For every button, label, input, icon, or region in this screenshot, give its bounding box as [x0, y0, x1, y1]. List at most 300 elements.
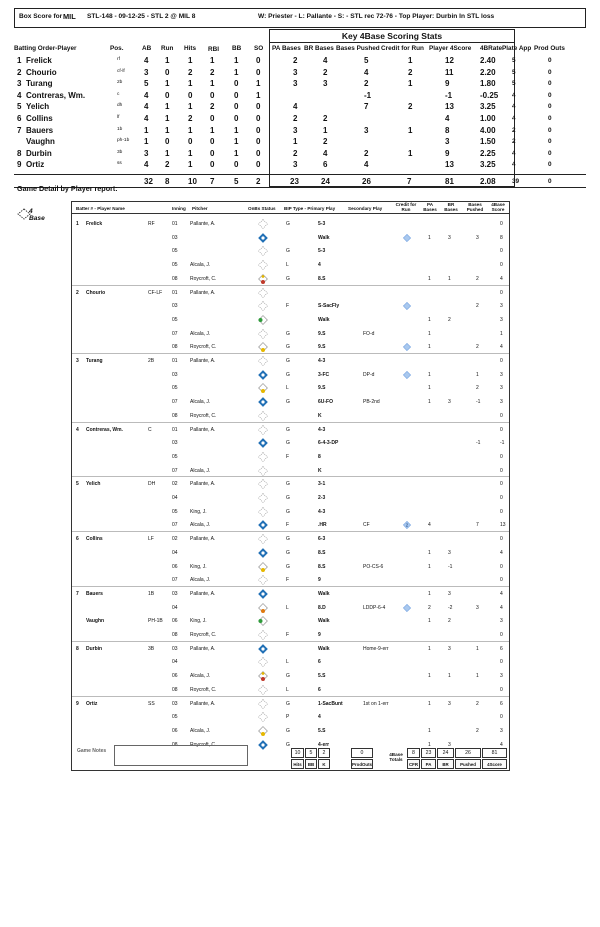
box-hits: 1: [188, 160, 193, 170]
onbase-diamond-icon: [258, 260, 268, 270]
pa-bases: 4: [428, 522, 431, 529]
box-prod-outs: 0: [548, 103, 552, 111]
four-base-score: 6: [500, 700, 503, 707]
pa-bases: 1: [428, 727, 431, 734]
box-plate-app: 4: [512, 91, 516, 99]
onbase-diamond-icon: [258, 383, 268, 393]
runner-dot: [261, 732, 265, 736]
primary-play: Walk: [318, 618, 330, 625]
dh-pa: PA Bases: [423, 202, 437, 212]
box-4brate: 1.50: [480, 137, 496, 147]
four-base-score: 0: [500, 714, 503, 721]
box-rbi: 2: [210, 67, 215, 77]
box-run: 1: [165, 125, 170, 135]
box-bases-pushed: -1: [364, 90, 372, 100]
four-base-score: 0: [500, 453, 503, 460]
dh-credit: Credit for Run: [395, 202, 417, 212]
inning: 03: [172, 371, 178, 378]
batter-number: 3: [76, 358, 79, 364]
batter-pos: 2B: [148, 358, 155, 364]
box-score-table: [14, 29, 586, 187]
plate-appearance-row: [72, 368, 509, 382]
total-so: 2: [256, 177, 261, 186]
inning: 08: [172, 275, 178, 282]
pitcher: Pallante, A.: [190, 645, 216, 652]
inning: 08: [172, 412, 178, 419]
footer-score-label: 4Score: [482, 759, 507, 769]
box-hits: 0: [188, 137, 193, 147]
col-plate-app: Plate App: [502, 45, 532, 52]
pitcher: Roycroft, C.: [190, 412, 217, 419]
pa-bases: 1: [428, 549, 431, 556]
pitcher: Pallante, A.: [190, 590, 216, 597]
batter-number: 4: [76, 426, 79, 433]
box-bb: 1: [234, 137, 239, 147]
box-rbi: 0: [210, 90, 215, 100]
box-4score: 3: [445, 137, 450, 147]
game-notes-label: Game Notes: [77, 748, 107, 754]
bip-type: F: [286, 303, 290, 310]
diamond-shape: [259, 329, 268, 338]
box-br-bases: 2: [323, 114, 328, 123]
four-base-score: 3: [500, 385, 503, 392]
pitcher: King, J.: [190, 563, 207, 570]
dh-pushed: Bases Pushed: [466, 202, 484, 212]
inning: 04: [172, 659, 178, 666]
box-run: 1: [165, 56, 170, 65]
header-title: Box Score for: [19, 13, 63, 20]
box-pa-bases: 1: [293, 137, 298, 147]
pa-bases: 1: [428, 399, 431, 406]
four-base-score: 0: [500, 495, 503, 501]
batter-pos: PH-1B: [148, 618, 163, 625]
inning: 07: [172, 467, 178, 474]
box-4brate: 2.40: [480, 56, 496, 65]
onbase-diamond-icon: [258, 685, 268, 695]
runner-dot: [261, 647, 264, 650]
col-batting-order: Batting Order-Player: [14, 45, 77, 52]
box-4score: 12: [445, 56, 454, 65]
four-base-score: 4: [500, 344, 503, 351]
box-score-row: [14, 101, 586, 112]
onbase-diamond-icon: [258, 438, 268, 448]
plate-appearance-row: [72, 505, 509, 519]
pitcher: Roycroft, C.: [190, 632, 217, 638]
secondary-play: PB-2nd: [363, 399, 380, 406]
bip-type: G: [286, 399, 290, 406]
four-base-score: 0: [500, 632, 503, 638]
four-base-score: 3: [500, 316, 503, 323]
batter-number: 2: [76, 289, 79, 296]
bip-type: G: [286, 741, 290, 748]
pitcher: Roycroft, C.: [190, 344, 217, 351]
pitcher: Pallante, A.: [190, 700, 216, 707]
primary-play: Walk: [318, 316, 330, 323]
total-prod-outs: 0: [548, 178, 552, 185]
footer-pushed-label: Pushed: [455, 759, 481, 769]
four-base-score: 4: [500, 275, 503, 282]
inning: 05: [172, 714, 178, 721]
box-num: 2: [17, 67, 22, 77]
batter-name: Yelich: [86, 481, 101, 488]
runner-dot: [261, 373, 264, 376]
box-prod-outs: 0: [548, 149, 552, 157]
pitcher: Alcala, J.: [190, 262, 211, 269]
box-player: Durbin: [26, 148, 52, 158]
onbase-diamond-icon: [258, 452, 268, 462]
box-br-bases: 1: [323, 125, 328, 135]
primary-play: 9.S: [318, 385, 326, 392]
box-bases-pushed: 3: [364, 125, 369, 135]
box-rbi: 1: [210, 79, 215, 89]
bip-type: G: [286, 481, 290, 488]
primary-play: 4: [318, 262, 321, 269]
pa-bases: 1: [428, 618, 431, 625]
box-4brate: 3.25: [480, 160, 496, 170]
secondary-play: Home-9-err: [363, 645, 389, 652]
box-num: 7: [17, 125, 22, 135]
plate-appearance-row: [72, 587, 509, 601]
inning: 02: [172, 481, 178, 488]
br-bases: -1: [448, 563, 453, 570]
bases-pushed: 3: [476, 234, 479, 241]
batter-name: Vaughn: [86, 618, 105, 625]
secondary-play: LDDP-6-4: [363, 604, 386, 611]
box-so: 0: [256, 137, 261, 147]
box-bb: 0: [234, 90, 239, 100]
inning: 05: [172, 316, 178, 323]
box-pa-bases: 2: [293, 114, 298, 123]
pa-bases: 1: [428, 741, 431, 748]
pitcher: Pallante, A.: [190, 289, 216, 296]
box-score-row: [14, 67, 586, 78]
box-bb: 0: [234, 114, 239, 123]
box-credit: 1: [408, 148, 413, 158]
bip-type: F: [286, 453, 290, 460]
four-base-score: 0: [500, 577, 503, 584]
dh-score: 4Base Score: [491, 202, 505, 212]
secondary-play: DP-d: [363, 371, 375, 378]
plate-appearance-row: [72, 217, 509, 231]
box-player: Chourio: [26, 67, 57, 77]
box-bases-pushed: 7: [364, 102, 369, 112]
box-pos: 3b: [117, 149, 123, 155]
onbase-diamond-icon: [258, 726, 268, 736]
box-4score: 11: [445, 67, 454, 77]
box-player: Collins: [26, 114, 53, 123]
br-bases: 3: [448, 234, 451, 241]
box-pos: c: [117, 91, 120, 97]
col-bb: BB: [232, 45, 242, 52]
four-base-score: 0: [500, 289, 503, 296]
pitcher: Alcala, J.: [190, 522, 211, 529]
footer-pa: 23: [421, 748, 436, 758]
secondary-play: 1st on 1-err: [363, 700, 389, 707]
four-base-score: 0: [500, 467, 503, 474]
bip-type: F: [286, 577, 290, 584]
plate-appearance-row: [72, 710, 509, 724]
dh-inning: Inning: [172, 206, 186, 211]
total-hits: 10: [188, 177, 197, 186]
box-num: 1: [17, 56, 22, 65]
pa-bases: 1: [428, 344, 431, 351]
footer-k: 2: [318, 748, 330, 758]
pa-bases: 1: [428, 330, 431, 337]
four-base-score: 0: [500, 221, 503, 227]
box-so: 0: [256, 148, 261, 158]
header-result: W: Priester - L: Pallante - S: - STL rec 72-76 - Top Player: Durbin In STL loss: [258, 13, 495, 20]
br-bases: 3: [448, 741, 451, 748]
primary-play: 5.S: [318, 727, 326, 734]
batter-pos: DH: [148, 481, 156, 488]
bip-type: G: [286, 673, 290, 680]
onbase-diamond-icon: [258, 644, 268, 654]
total-ab: 32: [144, 177, 153, 186]
pa-bases: 1: [428, 700, 431, 707]
four-base-score: 3: [500, 371, 503, 378]
box-pos: lf: [117, 115, 120, 120]
box-ab: 4: [144, 90, 149, 100]
bases-pushed: 2: [476, 700, 479, 707]
bip-type: F: [286, 522, 290, 529]
box-4score: 9: [445, 79, 450, 89]
dh-onbs: OnBs Status: [248, 206, 276, 211]
footer-pushed: 26: [455, 748, 481, 758]
primary-play: S-SacFly: [318, 303, 340, 310]
batter-name: Contreras, Wm.: [86, 426, 123, 433]
runner-dot: [262, 275, 265, 278]
primary-play: 8.S: [318, 275, 326, 282]
batter-name: Collins: [86, 536, 103, 543]
box-br-bases: 3: [323, 79, 328, 89]
pa-bases: 2: [428, 604, 431, 611]
credit-run-icon: [403, 234, 411, 242]
box-score-row: [14, 55, 586, 66]
inning: 03: [172, 440, 178, 447]
dh-secondary: Secondary Play: [348, 206, 383, 211]
plate-appearance-row: [72, 669, 509, 683]
bip-type: G: [286, 371, 290, 378]
primary-play: 3-FC: [318, 371, 330, 378]
box-pa-bases: 2: [293, 56, 298, 65]
four-base-score: 0: [500, 481, 503, 488]
diamond-shape: [259, 713, 268, 722]
box-ab: 5: [144, 79, 149, 89]
onbase-diamond-icon: [258, 507, 268, 517]
plate-appearance-row: [72, 354, 509, 368]
pitcher: Pallante, A.: [190, 426, 216, 433]
bip-type: G: [286, 275, 290, 282]
dh-br: BR Bases: [444, 202, 458, 212]
bases-pushed: 2: [476, 344, 479, 351]
box-hits: 1: [188, 102, 193, 112]
batter-number: 1: [76, 221, 79, 227]
diamond-shape: [259, 685, 268, 694]
four-base-score: 3: [500, 673, 503, 680]
onbase-diamond-icon: [258, 397, 268, 407]
totals-divider: [14, 174, 586, 175]
box-player: Ortiz: [26, 160, 45, 170]
footer-prod-label: ProdOuts: [351, 759, 373, 769]
box-4brate: 4.00: [480, 125, 496, 135]
inning: 01: [172, 426, 178, 433]
box-rbi: 1: [210, 56, 215, 65]
bip-type: L: [286, 604, 289, 611]
primary-play: 4: [318, 714, 321, 721]
primary-play: 8: [318, 453, 321, 460]
primary-play: 8.S: [318, 549, 326, 556]
logo-text: 4 Base: [29, 208, 45, 222]
box-ab: 4: [144, 102, 149, 112]
runner-dot: [262, 672, 265, 675]
runner-dot: [261, 609, 265, 613]
total-rbi: 7: [210, 177, 215, 186]
box-score-row: [14, 78, 586, 89]
br-bases: 2: [448, 618, 451, 625]
box-rbi: 2: [210, 102, 215, 112]
runner-dot: [261, 400, 264, 403]
diamond-shape: [259, 576, 268, 585]
col-pos: Pos.: [110, 45, 124, 52]
box-so: 0: [256, 114, 261, 123]
plate-appearance-row: [72, 573, 509, 587]
box-run: 0: [165, 90, 170, 100]
four-base-score: 0: [500, 358, 503, 364]
box-pa-bases: 3: [293, 67, 298, 77]
onbase-diamond-icon: [258, 246, 268, 256]
bases-pushed: 1: [476, 645, 479, 652]
onbase-diamond-icon: [258, 479, 268, 489]
pitcher: Roycroft, C.: [190, 686, 217, 693]
box-so: 0: [256, 56, 261, 65]
pa-bases: 1: [428, 275, 431, 282]
inning: 07: [172, 522, 178, 529]
onbase-diamond-icon: [258, 671, 268, 681]
br-bases: 1: [448, 275, 451, 282]
box-4score: -1: [445, 90, 453, 100]
br-bases: 2: [448, 316, 451, 323]
runner-dot: [261, 524, 264, 527]
box-plate-app: 5: [512, 57, 516, 64]
game-detail-title: Game Detail by Player report:: [17, 184, 118, 193]
bases-pushed: 7: [476, 522, 479, 529]
box-prod-outs: 0: [548, 68, 552, 76]
box-run: 0: [165, 67, 170, 77]
footer-bb: 5: [305, 748, 317, 758]
inning: 05: [172, 508, 178, 515]
total-4brate: 2.08: [480, 177, 496, 186]
bases-pushed: 2: [476, 727, 479, 734]
pa-bases: 1: [428, 371, 431, 378]
box-pos: cf-lf: [117, 68, 125, 74]
four-base-score: 13: [500, 522, 506, 529]
box-prod-outs: 0: [548, 138, 552, 146]
inning: 07: [172, 399, 178, 406]
credit-run-icon: [403, 371, 411, 379]
primary-play: 6-3: [318, 536, 326, 543]
box-4brate: 3.25: [480, 102, 496, 112]
bases-pushed: 2: [476, 275, 479, 282]
inning: 08: [172, 741, 178, 748]
total-run: 8: [165, 177, 170, 186]
plate-appearance-row: [72, 258, 509, 272]
footer-cfr-label: CFR: [407, 759, 420, 769]
box-player: Turang: [26, 79, 53, 89]
box-4brate: 1.00: [480, 114, 496, 123]
bases-pushed: 1: [476, 673, 479, 680]
four-base-score: 8: [500, 234, 503, 241]
br-bases: 3: [448, 399, 451, 406]
box-hits: 1: [188, 125, 193, 135]
onbase-diamond-icon: [258, 562, 268, 572]
box-score-header: [14, 8, 586, 28]
box-player: Frelick: [26, 56, 52, 65]
inning: 05: [172, 248, 178, 255]
box-run: 1: [165, 148, 170, 158]
footer-k-label: K: [318, 759, 330, 769]
diamond-shape: [259, 425, 268, 434]
box-prod-outs: 0: [548, 57, 552, 64]
secondary-play: CF: [363, 522, 370, 529]
box-pos: 2b: [117, 80, 123, 86]
bip-type: G: [286, 221, 290, 227]
runner-dot: [261, 592, 264, 595]
primary-play: Walk: [318, 234, 330, 241]
box-player: Vaughn: [26, 137, 55, 147]
total-credit: 7: [407, 177, 412, 186]
box-plate-app: 4: [512, 161, 516, 169]
four-base-score: 0: [500, 508, 503, 515]
col-rbi: RBI: [208, 46, 220, 53]
game-notes-box: [114, 745, 248, 766]
inning: 03: [172, 590, 178, 597]
onbase-diamond-icon: [258, 288, 268, 298]
box-prod-outs: 0: [548, 161, 552, 169]
onbase-diamond-icon: [258, 657, 268, 667]
diamond-shape: [259, 288, 268, 297]
box-run: 1: [165, 114, 170, 123]
batter-name: Turang: [86, 358, 103, 364]
onbase-diamond-icon: [258, 712, 268, 722]
batter-number: 7: [76, 590, 79, 597]
box-4brate: 2.20: [480, 67, 496, 77]
batter-pos: CF-LF: [148, 289, 163, 296]
secondary-play: PO-CS-6: [363, 563, 384, 570]
box-bb: 0: [234, 160, 239, 170]
box-plate-app: 5: [512, 68, 516, 76]
onbase-diamond-icon: [258, 274, 268, 284]
diamond-shape: [259, 535, 268, 544]
box-pa-bases: 3: [293, 125, 298, 135]
bip-type: G: [286, 700, 290, 707]
pa-bases: 1: [428, 563, 431, 570]
box-pos: rf: [117, 57, 120, 62]
four-base-score: 0: [500, 536, 503, 543]
box-bb: 0: [234, 102, 239, 112]
primary-play: 5-3: [318, 248, 326, 255]
dh-pitcher: Pitcher: [192, 206, 208, 211]
inning: 05: [172, 385, 178, 392]
box-bases-pushed: 4: [364, 160, 369, 170]
credit-diamond: [403, 234, 410, 241]
box-ab: 4: [144, 56, 149, 65]
onbase-diamond-icon: [258, 699, 268, 709]
col-4brate: 4BRate: [480, 45, 503, 52]
bip-type: L: [286, 262, 289, 269]
credit-diamond: [403, 371, 410, 378]
box-4brate: 2.25: [480, 148, 496, 158]
plate-appearance-row: [72, 477, 509, 491]
